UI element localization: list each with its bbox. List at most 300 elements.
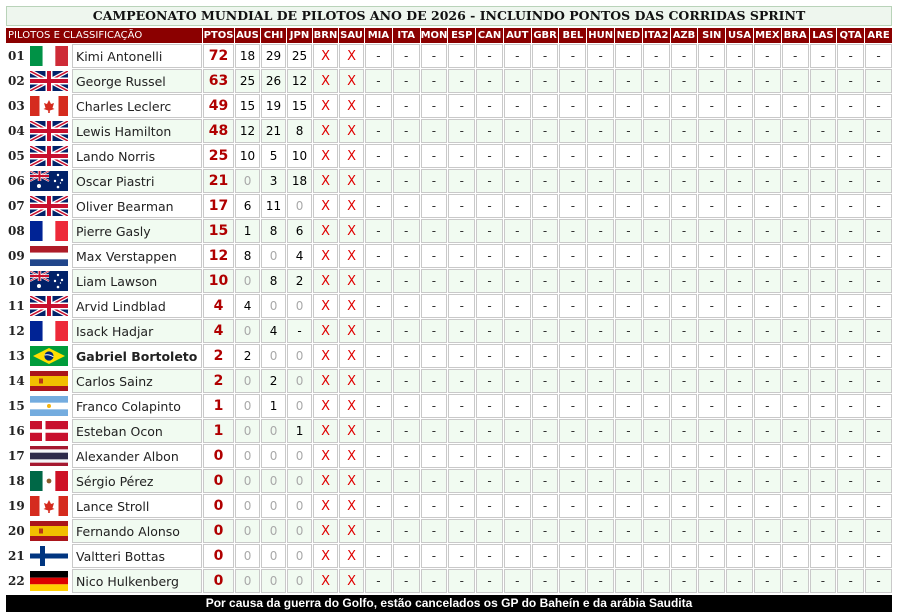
future-race-cell: - [698, 419, 725, 443]
race-header-aut: AUT [504, 28, 531, 43]
future-race-cell: - [476, 194, 503, 218]
race-header-mon: MON [420, 30, 448, 41]
cancelled-race-cell: X [339, 569, 364, 593]
cancelled-race-cell: X [339, 144, 364, 168]
future-race-cell: - [532, 444, 559, 468]
position: 05 [8, 149, 25, 163]
future-race-cell: - [837, 544, 864, 568]
future-race-cell: - [643, 69, 670, 93]
future-race-cell: - [532, 119, 559, 143]
future-race-cell: - [671, 269, 698, 293]
future-race-cell: - [726, 569, 753, 593]
future-race-cell: - [671, 544, 698, 568]
spain-flag-icon [30, 371, 68, 391]
future-race-cell: - [587, 69, 614, 93]
race-result-cell: 10 [235, 144, 260, 168]
future-race-cell: - [393, 144, 420, 168]
race-result-cell: 2 [235, 344, 260, 368]
race-result-cell: - [287, 319, 312, 343]
future-race-cell: - [421, 394, 448, 418]
future-race-cell: - [810, 219, 837, 243]
flag-cell [27, 269, 71, 293]
future-race-cell: - [587, 319, 614, 343]
future-race-cell: - [754, 319, 781, 343]
race-result-cell: 6 [287, 219, 312, 243]
position: 06 [8, 174, 25, 188]
future-race-cell: - [726, 494, 753, 518]
table-row [6, 344, 892, 368]
standings-table [5, 27, 893, 594]
race-header-qta: QTA [837, 28, 864, 43]
future-race-cell: - [810, 494, 837, 518]
race-result-cell: 8 [287, 119, 312, 143]
future-race-cell: - [782, 94, 809, 118]
cancelled-race-cell: X [339, 469, 364, 493]
position: 01 [8, 49, 25, 63]
future-race-cell: - [504, 94, 531, 118]
race-result-cell: 19 [261, 94, 286, 118]
cancelled-race-cell: X [339, 444, 364, 468]
future-race-cell: - [448, 419, 475, 443]
driver-name: Lewis Hamilton [72, 119, 202, 143]
race-result-cell: 25 [287, 44, 312, 68]
future-race-cell: - [698, 194, 725, 218]
race-header-can: CAN [477, 30, 502, 41]
race-header-las: LAS [810, 28, 837, 43]
future-race-cell: - [393, 69, 420, 93]
cancelled-race-cell: X [339, 219, 364, 243]
future-race-cell: - [810, 244, 837, 268]
race-result-cell: 0 [235, 369, 260, 393]
future-race-cell: - [559, 419, 586, 443]
race-result-cell: 0 [235, 444, 260, 468]
future-race-cell: - [587, 44, 614, 68]
future-race-cell: - [393, 344, 420, 368]
table-row [6, 294, 892, 318]
future-race-cell: - [671, 219, 698, 243]
future-race-cell: - [448, 244, 475, 268]
race-header-ita2: ITA2 [643, 30, 669, 41]
race-result-cell: 0 [287, 469, 312, 493]
table-row [6, 94, 892, 118]
future-race-cell: - [365, 569, 392, 593]
driver-name: Lance Stroll [72, 494, 202, 518]
future-race-cell: - [448, 194, 475, 218]
future-race-cell: - [837, 269, 864, 293]
future-race-cell: - [532, 294, 559, 318]
position: 12 [8, 324, 25, 338]
future-race-cell: - [421, 119, 448, 143]
race-result-cell: 0 [235, 319, 260, 343]
future-race-cell: - [698, 144, 725, 168]
future-race-cell: - [671, 119, 698, 143]
future-race-cell: - [476, 44, 503, 68]
race-result-cell: 8 [261, 269, 286, 293]
driver-points: 0 [203, 444, 234, 468]
future-race-cell: - [587, 94, 614, 118]
table-row [6, 544, 892, 568]
future-race-cell: - [504, 294, 531, 318]
cancelled-race-cell: X [339, 269, 364, 293]
future-race-cell: - [532, 344, 559, 368]
future-race-cell: - [448, 569, 475, 593]
france-flag-icon [30, 321, 68, 341]
future-race-cell: - [448, 519, 475, 543]
future-race-cell: - [559, 44, 586, 68]
future-race-cell: - [504, 269, 531, 293]
future-race-cell: - [698, 469, 725, 493]
future-race-cell: - [421, 219, 448, 243]
future-race-cell: - [476, 219, 503, 243]
future-race-cell: - [671, 69, 698, 93]
future-race-cell: - [810, 44, 837, 68]
future-race-cell: - [504, 69, 531, 93]
race-header-hun: HUN [588, 30, 614, 41]
future-race-cell: - [559, 219, 586, 243]
driver-points: 1 [203, 419, 234, 443]
cancelled-race-cell: X [339, 294, 364, 318]
future-race-cell: - [532, 369, 559, 393]
race-result-cell: 15 [235, 94, 260, 118]
future-race-cell: - [865, 469, 892, 493]
cancelled-race-cell: X [313, 444, 338, 468]
future-race-cell: - [671, 344, 698, 368]
table-row [6, 569, 892, 593]
future-race-cell: - [726, 144, 753, 168]
future-race-cell: - [754, 244, 781, 268]
race-result-cell: 26 [261, 69, 286, 93]
future-race-cell: - [671, 469, 698, 493]
future-race-cell: - [559, 169, 586, 193]
flag-cell [27, 244, 71, 268]
future-race-cell: - [532, 44, 559, 68]
future-race-cell: - [615, 319, 642, 343]
future-race-cell: - [782, 144, 809, 168]
future-race-cell: - [615, 44, 642, 68]
future-race-cell: - [615, 569, 642, 593]
driver-name: Oliver Bearman [72, 194, 202, 218]
future-race-cell: - [810, 369, 837, 393]
future-race-cell: - [448, 494, 475, 518]
future-race-cell: - [865, 319, 892, 343]
future-race-cell: - [532, 269, 559, 293]
future-race-cell: - [810, 194, 837, 218]
future-race-cell: - [837, 44, 864, 68]
future-race-cell: - [726, 194, 753, 218]
position: 09 [8, 249, 25, 263]
driver-points: 15 [203, 219, 234, 243]
future-race-cell: - [448, 294, 475, 318]
uk-flag-icon [30, 296, 68, 316]
flag-cell [27, 344, 71, 368]
driver-points: 10 [203, 269, 234, 293]
driver-points: 0 [203, 469, 234, 493]
future-race-cell: - [782, 544, 809, 568]
race-result-cell: 1 [287, 419, 312, 443]
future-race-cell: - [365, 369, 392, 393]
future-race-cell: - [532, 144, 559, 168]
table-row [6, 494, 892, 518]
cancelled-race-cell: X [339, 194, 364, 218]
future-race-cell: - [726, 469, 753, 493]
future-race-cell: - [559, 244, 586, 268]
future-race-cell: - [754, 169, 781, 193]
table-row [6, 44, 892, 68]
future-race-cell: - [365, 319, 392, 343]
future-race-cell: - [393, 469, 420, 493]
table-row [6, 69, 892, 93]
future-race-cell: - [810, 319, 837, 343]
future-race-cell: - [587, 344, 614, 368]
italy-flag-icon [30, 46, 68, 66]
future-race-cell: - [532, 469, 559, 493]
race-result-cell: 18 [287, 169, 312, 193]
race-result-cell: 21 [261, 119, 286, 143]
cancelled-race-cell: X [313, 544, 338, 568]
future-race-cell: - [698, 119, 725, 143]
future-race-cell: - [448, 219, 475, 243]
future-race-cell: - [698, 44, 725, 68]
future-race-cell: - [782, 294, 809, 318]
australia-flag-icon [30, 171, 68, 191]
driver-name: Kimi Antonelli [72, 44, 202, 68]
future-race-cell: - [448, 319, 475, 343]
race-result-cell: 2 [261, 369, 286, 393]
future-race-cell: - [754, 444, 781, 468]
driver-name: Isack Hadjar [72, 319, 202, 343]
future-race-cell: - [810, 169, 837, 193]
table-row [6, 194, 892, 218]
future-race-cell: - [476, 94, 503, 118]
future-race-cell: - [587, 569, 614, 593]
race-result-cell: 0 [235, 544, 260, 568]
future-race-cell: - [865, 544, 892, 568]
future-race-cell: - [643, 369, 670, 393]
future-race-cell: - [671, 44, 698, 68]
future-race-cell: - [421, 494, 448, 518]
future-race-cell: - [671, 244, 698, 268]
page-title: CAMPEONATO MUNDIAL DE PILOTOS ANO DE 2026 - INCLUINDO PONTOS DAS CORRIDAS SPRINT [6, 6, 892, 26]
table-row [6, 269, 892, 293]
future-race-cell: - [754, 419, 781, 443]
future-race-cell: - [476, 294, 503, 318]
race-result-cell: 0 [287, 494, 312, 518]
race-result-cell: 0 [261, 494, 286, 518]
uk-flag-icon [30, 146, 68, 166]
cancelled-race-cell: X [313, 69, 338, 93]
race-header-brn: BRN [313, 30, 338, 41]
future-race-cell: - [615, 419, 642, 443]
driver-name: Max Verstappen [72, 244, 202, 268]
future-race-cell: - [782, 469, 809, 493]
cancelled-race-cell: X [313, 344, 338, 368]
future-race-cell: - [671, 494, 698, 518]
future-race-cell: - [726, 119, 753, 143]
race-result-cell: 0 [261, 569, 286, 593]
race-header-bel: BEL [559, 28, 586, 43]
future-race-cell: - [615, 94, 642, 118]
future-race-cell: - [726, 294, 753, 318]
table-row [6, 369, 892, 393]
future-race-cell: - [865, 369, 892, 393]
future-race-cell: - [726, 244, 753, 268]
race-result-cell: 15 [287, 94, 312, 118]
position: 03 [8, 99, 25, 113]
driver-name: Alexander Albon [72, 444, 202, 468]
future-race-cell: - [810, 519, 837, 543]
future-race-cell: - [643, 294, 670, 318]
future-race-cell: - [421, 469, 448, 493]
driver-points: 63 [203, 69, 234, 93]
flag-cell [27, 169, 71, 193]
standings-page [6, 6, 892, 612]
race-header-ned: NED [616, 30, 641, 41]
flag-cell [27, 419, 71, 443]
position: 22 [8, 574, 25, 588]
future-race-cell: - [532, 519, 559, 543]
cancelled-race-cell: X [313, 394, 338, 418]
position: 18 [8, 474, 25, 488]
future-race-cell: - [643, 194, 670, 218]
position: 10 [8, 274, 25, 288]
future-race-cell: - [865, 444, 892, 468]
future-race-cell: - [532, 419, 559, 443]
future-race-cell: - [671, 519, 698, 543]
race-header-sau: SAU [340, 30, 363, 41]
future-race-cell: - [810, 419, 837, 443]
future-race-cell: - [476, 444, 503, 468]
future-race-cell: - [504, 369, 531, 393]
future-race-cell: - [865, 119, 892, 143]
cancelled-race-cell: X [313, 94, 338, 118]
future-race-cell: - [559, 369, 586, 393]
race-result-cell: 4 [235, 294, 260, 318]
future-race-cell: - [865, 344, 892, 368]
cancelled-race-cell: X [313, 494, 338, 518]
flag-cell [27, 69, 71, 93]
future-race-cell: - [754, 369, 781, 393]
future-race-cell: - [615, 344, 642, 368]
future-race-cell: - [643, 319, 670, 343]
future-race-cell: - [615, 169, 642, 193]
race-result-cell: 0 [287, 194, 312, 218]
future-race-cell: - [476, 494, 503, 518]
future-race-cell: - [559, 469, 586, 493]
future-race-cell: - [532, 194, 559, 218]
future-race-cell: - [393, 119, 420, 143]
driver-name: George Russel [72, 69, 202, 93]
race-result-cell: 0 [235, 494, 260, 518]
future-race-cell: - [671, 369, 698, 393]
future-race-cell: - [671, 169, 698, 193]
future-race-cell: - [837, 569, 864, 593]
australia-flag-icon [30, 271, 68, 291]
future-race-cell: - [698, 369, 725, 393]
future-race-cell: - [559, 94, 586, 118]
future-race-cell: - [782, 519, 809, 543]
future-race-cell: - [532, 494, 559, 518]
future-race-cell: - [643, 469, 670, 493]
future-race-cell: - [615, 444, 642, 468]
future-race-cell: - [504, 519, 531, 543]
table-row [6, 419, 892, 443]
future-race-cell: - [615, 269, 642, 293]
cancelled-race-cell: X [339, 94, 364, 118]
future-race-cell: - [837, 369, 864, 393]
future-race-cell: - [726, 369, 753, 393]
position: 04 [8, 124, 25, 138]
driver-points: 12 [203, 244, 234, 268]
future-race-cell: - [504, 169, 531, 193]
table-row [6, 144, 892, 168]
flag-cell [27, 394, 71, 418]
future-race-cell: - [810, 294, 837, 318]
future-race-cell: - [365, 294, 392, 318]
future-race-cell: - [532, 94, 559, 118]
future-race-cell: - [782, 394, 809, 418]
driver-name: Carlos Sainz [72, 369, 202, 393]
cancelled-race-cell: X [313, 169, 338, 193]
future-race-cell: - [615, 119, 642, 143]
future-race-cell: - [504, 544, 531, 568]
future-race-cell: - [421, 344, 448, 368]
race-result-cell: 3 [261, 169, 286, 193]
future-race-cell: - [837, 469, 864, 493]
future-race-cell: - [810, 119, 837, 143]
future-race-cell: - [754, 294, 781, 318]
future-race-cell: - [476, 469, 503, 493]
race-result-cell: 4 [287, 244, 312, 268]
future-race-cell: - [365, 69, 392, 93]
future-race-cell: - [643, 444, 670, 468]
race-result-cell: 0 [261, 519, 286, 543]
position: 14 [8, 374, 25, 388]
future-race-cell: - [448, 444, 475, 468]
future-race-cell: - [448, 469, 475, 493]
future-race-cell: - [476, 144, 503, 168]
future-race-cell: - [365, 119, 392, 143]
future-race-cell: - [587, 269, 614, 293]
future-race-cell: - [365, 94, 392, 118]
flag-cell [27, 294, 71, 318]
flag-cell [27, 219, 71, 243]
future-race-cell: - [448, 44, 475, 68]
future-race-cell: - [587, 294, 614, 318]
future-race-cell: - [810, 394, 837, 418]
future-race-cell: - [559, 194, 586, 218]
race-header-ita: ITA [393, 28, 420, 43]
future-race-cell: - [837, 519, 864, 543]
future-race-cell: - [504, 444, 531, 468]
future-race-cell: - [865, 44, 892, 68]
future-race-cell: - [865, 294, 892, 318]
table-row [6, 469, 892, 493]
table-row [6, 119, 892, 143]
future-race-cell: - [698, 494, 725, 518]
future-race-cell: - [448, 144, 475, 168]
race-result-cell: 10 [287, 144, 312, 168]
future-race-cell: - [393, 544, 420, 568]
driver-name: Esteban Ocon [72, 419, 202, 443]
future-race-cell: - [476, 169, 503, 193]
future-race-cell: - [837, 394, 864, 418]
race-result-cell: 0 [235, 394, 260, 418]
future-race-cell: - [448, 544, 475, 568]
race-result-cell: 0 [261, 344, 286, 368]
future-race-cell: - [865, 69, 892, 93]
future-race-cell: - [837, 344, 864, 368]
netherlands-flag-icon [30, 246, 68, 266]
